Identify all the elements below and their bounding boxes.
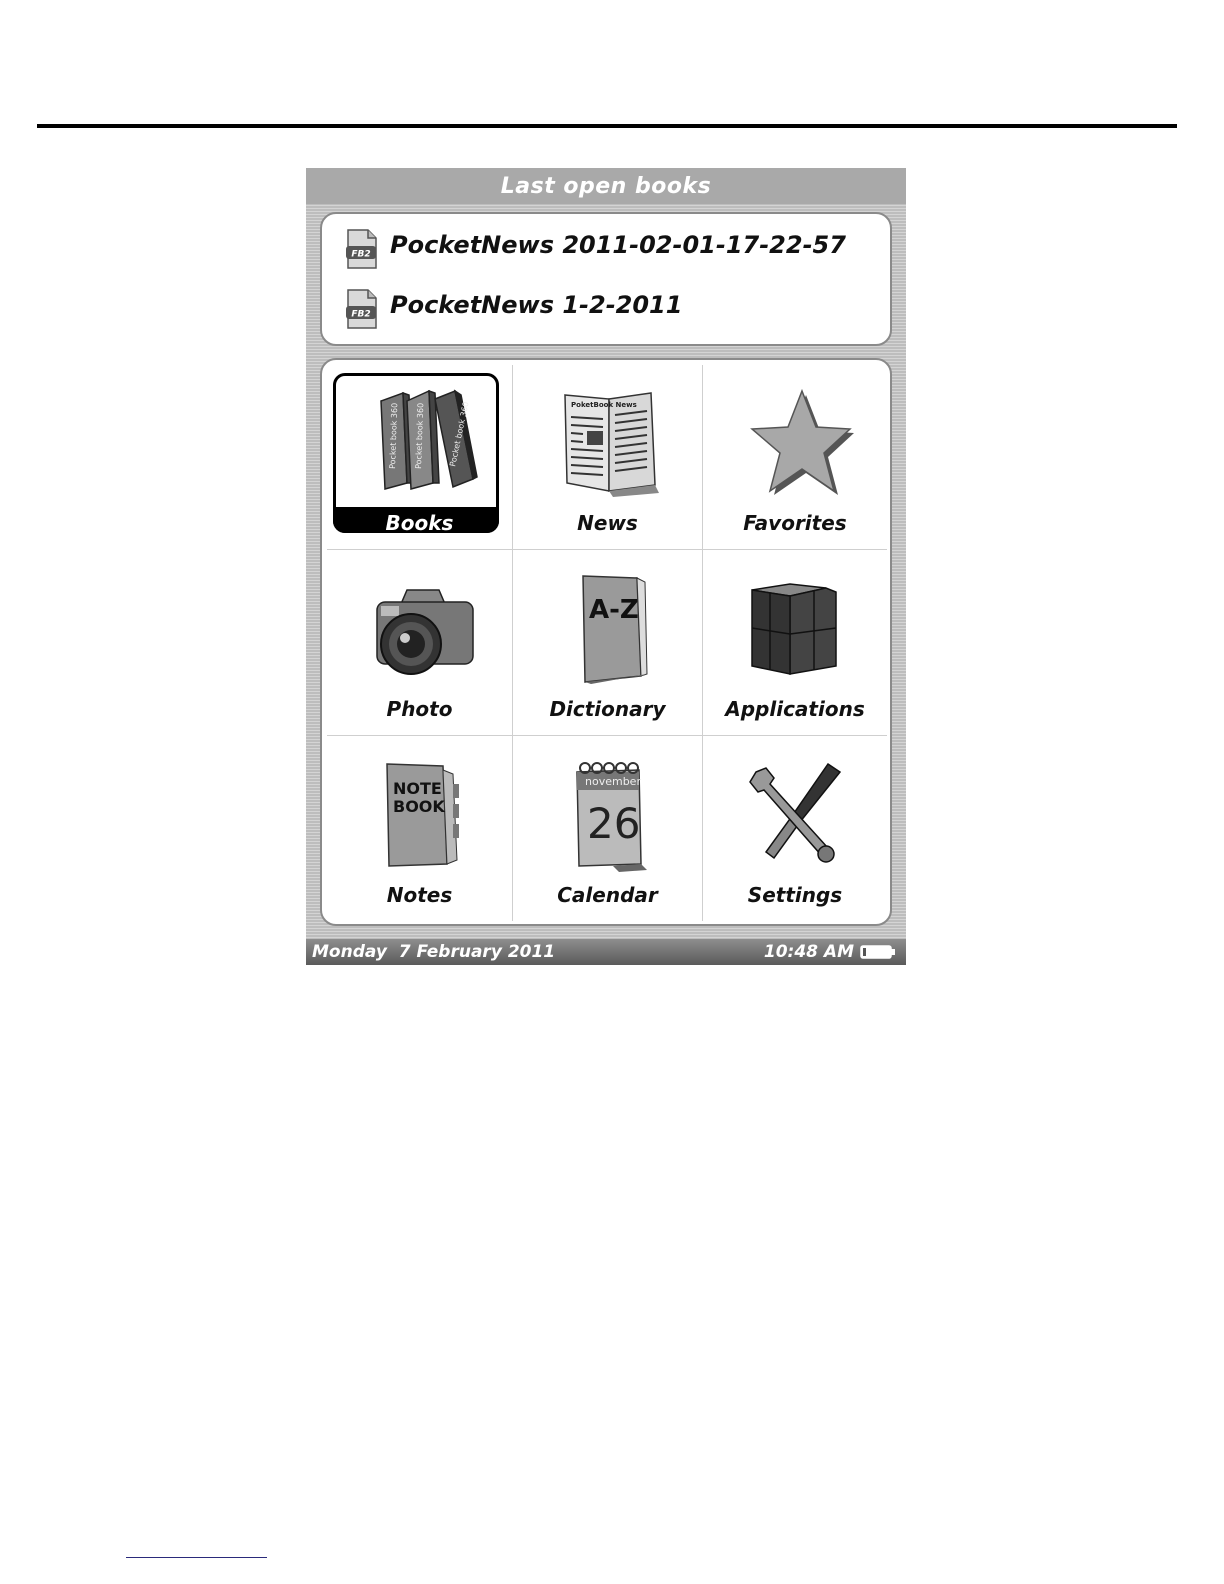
books-icon xyxy=(355,379,485,507)
menu-item-calendar[interactable] xyxy=(513,736,703,921)
menu-label: Favorites xyxy=(743,511,847,535)
recent-book-item[interactable] xyxy=(344,288,682,330)
menu-item-settings[interactable] xyxy=(703,736,887,921)
svg-text:A-Z: A-Z xyxy=(588,595,639,625)
fb2-file-icon xyxy=(344,288,380,330)
menu-label: Books xyxy=(385,511,454,535)
ereader-home-screen xyxy=(306,168,906,965)
fb2-file-icon xyxy=(344,228,380,270)
newspaper-icon xyxy=(543,379,673,507)
svg-text:NOTEBOOK: NOTE BOOK xyxy=(392,779,445,816)
camera-icon xyxy=(355,564,485,692)
menu-label: Dictionary xyxy=(549,697,666,721)
notebook-icon xyxy=(355,750,485,878)
cubes-icon xyxy=(730,564,860,692)
svg-text:PoketBook News: PoketBook News xyxy=(570,401,637,409)
menu-label: Calendar xyxy=(557,883,658,907)
svg-text:november: november xyxy=(584,775,641,788)
page-title: Last open books xyxy=(306,168,906,204)
svg-text:FB2: FB2 xyxy=(351,309,371,320)
svg-text:Pocket book 360: Pocket book 360 xyxy=(387,402,399,470)
battery-icon xyxy=(860,945,896,959)
svg-text:FB2: FB2 xyxy=(351,249,371,260)
svg-text:Pocket book 360: Pocket book 360 xyxy=(447,400,471,468)
status-bar xyxy=(306,939,906,965)
menu-item-applications[interactable] xyxy=(703,550,887,736)
menu-label: Settings xyxy=(747,883,843,907)
menu-label: News xyxy=(577,511,638,535)
tools-icon xyxy=(730,750,860,878)
menu-item-news[interactable] xyxy=(513,365,703,550)
menu-label: Applications xyxy=(725,697,865,721)
menu-label: Photo xyxy=(386,697,453,721)
menu-item-favorites[interactable] xyxy=(703,365,887,550)
dictionary-icon xyxy=(543,564,673,692)
recent-book-title: PocketNews 1-2-2011 xyxy=(390,291,683,319)
recent-book-item[interactable] xyxy=(344,228,846,270)
star-icon xyxy=(730,379,860,507)
svg-text:26: 26 xyxy=(586,799,640,848)
menu-item-photo[interactable] xyxy=(327,550,513,736)
recent-books-panel xyxy=(320,212,892,346)
top-rule xyxy=(37,124,1177,128)
status-time: 10:48 AM xyxy=(763,942,854,962)
menu-item-notes[interactable] xyxy=(327,736,513,921)
main-menu-grid xyxy=(327,365,887,921)
main-menu-panel xyxy=(320,358,892,926)
menu-label: Notes xyxy=(386,883,453,907)
status-date: Monday 7 February 2011 xyxy=(312,942,556,962)
status-right xyxy=(764,942,896,962)
bottom-rule xyxy=(126,1557,267,1558)
menu-item-books[interactable] xyxy=(327,365,513,550)
svg-text:Pocket book 360: Pocket book 360 xyxy=(413,402,425,470)
calendar-icon xyxy=(543,750,673,878)
recent-book-title: PocketNews 2011-02-01-17-22-57 xyxy=(390,231,846,259)
menu-item-dictionary[interactable] xyxy=(513,550,703,736)
